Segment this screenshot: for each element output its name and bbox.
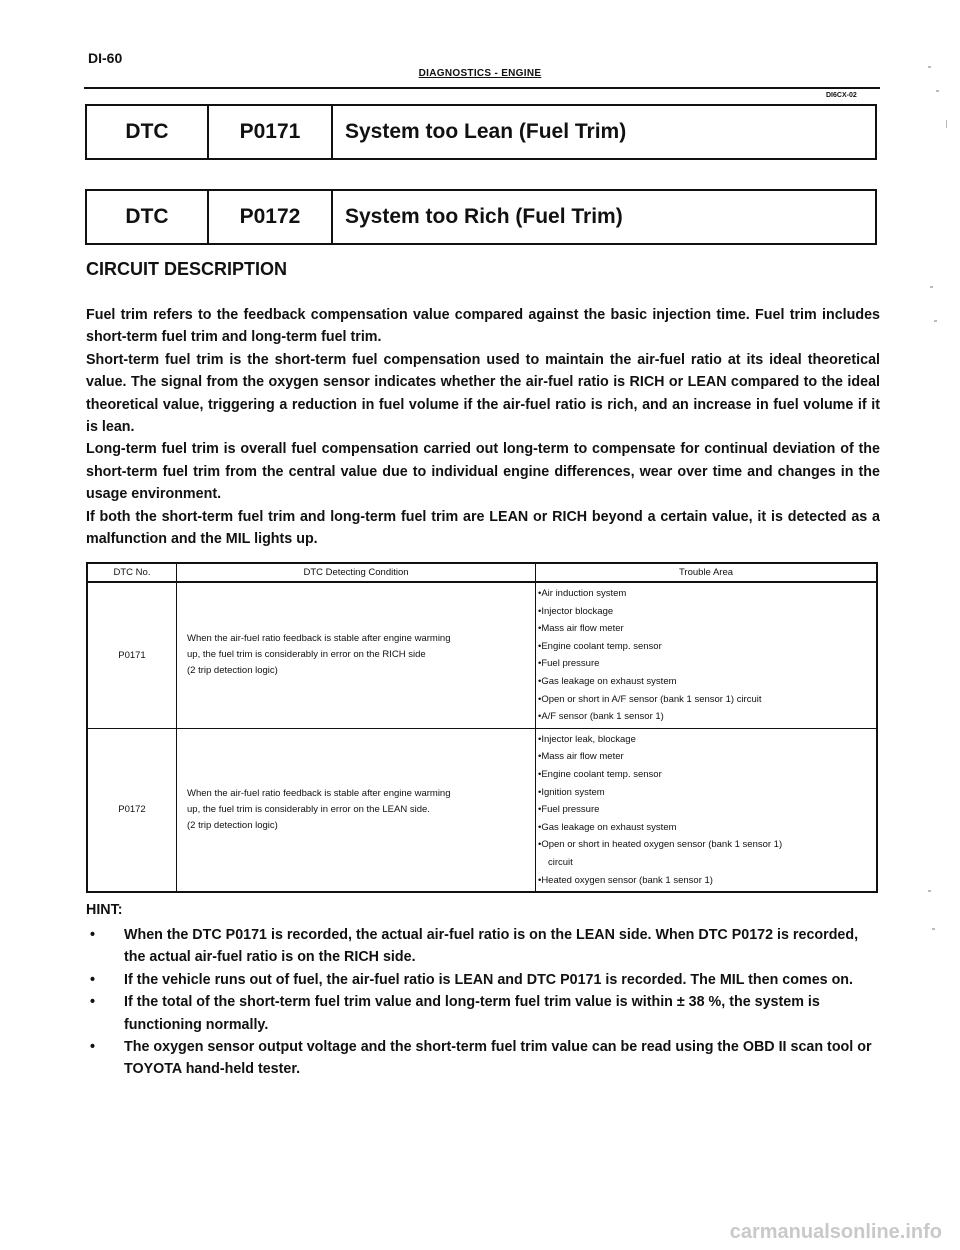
dtc-box-p0171	[85, 104, 877, 160]
hint-text: If the vehicle runs out of fuel, the air-fuel ratio is LEAN and DTC P0171 is recorded. The MIL then comes on.	[124, 971, 854, 988]
scan-speck	[928, 890, 931, 892]
trouble-area-item: •Injector blockage	[538, 605, 614, 617]
table-row	[87, 582, 877, 728]
hint-item	[86, 969, 880, 991]
dtc-table	[86, 562, 878, 893]
header-rule	[84, 87, 880, 89]
scan-speck	[946, 120, 947, 128]
condition-line: When the air-fuel ratio feedback is stable after engine warming	[187, 633, 451, 645]
dtc-label: DTC	[87, 106, 209, 158]
header-detecting-condition: DTC Detecting Condition	[177, 563, 536, 582]
hint-text: If the total of the short-term fuel trim value and long-term fuel trim value is within ± 38 %, the system is functioning normally.	[124, 994, 820, 1033]
hint-text: When the DTC P0171 is recorded, the actual air-fuel ratio is on the LEAN side. When DTC P0172 is recorded, the actual air-fuel ratio is on the RICH side.	[124, 927, 859, 966]
hint-item	[86, 924, 880, 969]
bullet-icon: •	[90, 927, 96, 943]
hint-item	[86, 991, 880, 1036]
hint-text: The oxygen sensor output voltage and the short-term fuel trim value can be read using the OBD II scan tool or TOYOTA hand-held tester.	[124, 1039, 872, 1078]
dtc-code: P0172	[209, 191, 333, 243]
trouble-area-item: •A/F sensor (bank 1 sensor 1)	[538, 711, 664, 723]
header-dtc-no: DTC No.	[87, 563, 177, 582]
page-number: DI-60	[88, 50, 123, 66]
dtc-code: P0171	[209, 106, 333, 158]
header-trouble-area: Trouble Area	[536, 563, 878, 582]
detecting-condition	[177, 582, 536, 728]
trouble-area-item: •Mass air flow meter	[538, 751, 624, 763]
dtc-number: P0172	[87, 728, 177, 892]
condition-line: (2 trip detection logic)	[187, 819, 278, 831]
dtc-title: System too Lean (Fuel Trim)	[345, 120, 627, 143]
trouble-area-item: •Mass air flow meter	[538, 623, 624, 635]
trouble-area-item: •Gas leakage on exhaust system	[538, 675, 677, 687]
trouble-area-item: circuit	[548, 856, 573, 868]
trouble-area	[536, 582, 878, 728]
section-title: DIAGNOSTICS - ENGINE	[418, 68, 542, 79]
dtc-box-p0172	[85, 189, 877, 245]
trouble-area-item: •Gas leakage on exhaust system	[538, 821, 677, 833]
scan-speck	[928, 66, 931, 68]
trouble-area-item: •Engine coolant temp. sensor	[538, 640, 662, 652]
trouble-area-item: •Heated oxygen sensor (bank 1 sensor 1)	[538, 874, 713, 886]
trouble-area-item: •Open or short in heated oxygen sensor (bank 1 sensor 1)	[538, 839, 783, 851]
hint-title: HINT:	[86, 902, 123, 918]
bullet-icon: •	[90, 994, 96, 1011]
description-paragraph: If both the short-term fuel trim and long-term fuel trim are LEAN or RICH beyond a certain value, it is detected as a malfunction and the MIL lights up.	[86, 508, 880, 548]
trouble-area-item: •Fuel pressure	[538, 804, 600, 816]
trouble-area-item: •Engine coolant temp. sensor	[538, 768, 662, 780]
trouble-area-item: •Fuel pressure	[538, 658, 600, 670]
dtc-number: P0171	[87, 582, 177, 728]
table-header-row	[87, 563, 877, 582]
description-paragraph: Long-term fuel trim is overall fuel compensation carried out long-term to compensate for continual deviation of the short-term fuel trim from the central value due to individual engine differences, wear over time and changes in the usage environment.	[86, 441, 880, 503]
trouble-area-item: •Ignition system	[538, 786, 605, 798]
dtc-title: System too Rich (Fuel Trim)	[345, 205, 623, 228]
trouble-area	[536, 728, 878, 892]
hint-item	[86, 1036, 880, 1081]
bullet-icon: •	[90, 971, 96, 988]
scan-speck	[936, 90, 939, 92]
watermark: carmanualsonline.info	[729, 1221, 942, 1243]
trouble-area-item: •Open or short in A/F sensor (bank 1 sensor 1) circuit	[538, 693, 762, 705]
trouble-area-item: •Air induction system	[538, 588, 627, 599]
table-row	[87, 728, 877, 892]
doc-code: DI6CX-02	[826, 92, 857, 99]
condition-line: up, the fuel trim is considerably in error on the RICH side	[187, 649, 426, 661]
scan-speck	[934, 320, 937, 322]
description-paragraph: Fuel trim refers to the feedback compensation value compared against the basic injection time. Fuel trim includes short-term fuel trim and long-term fuel trim.	[86, 307, 880, 346]
description-paragraph: Short-term fuel trim is the short-term fuel compensation used to maintain the air-fuel ratio at its ideal theoretical value. The signal from the oxygen sensor indicates whether the air-fuel ratio is RICH or LEAN compared to the ideal theoretical value, triggering a reduction in fuel volume if the air-fuel ratio is rich, and an increase in fuel volume if it is lean.	[86, 351, 880, 436]
condition-line: (2 trip detection logic)	[187, 665, 278, 677]
bullet-icon: •	[90, 1039, 96, 1056]
circuit-description	[86, 304, 880, 550]
scan-speck	[930, 286, 933, 288]
hint-list	[86, 924, 880, 1081]
dtc-label: DTC	[87, 191, 209, 243]
detecting-condition	[177, 728, 536, 892]
trouble-area-item: •Injector leak, blockage	[538, 733, 636, 745]
condition-line: When the air-fuel ratio feedback is stable after engine warming	[187, 787, 451, 799]
condition-line: up, the fuel trim is considerably in error on the LEAN side.	[187, 803, 430, 815]
circuit-description-title: CIRCUIT DESCRIPTION	[86, 259, 288, 279]
scan-speck	[932, 928, 935, 930]
